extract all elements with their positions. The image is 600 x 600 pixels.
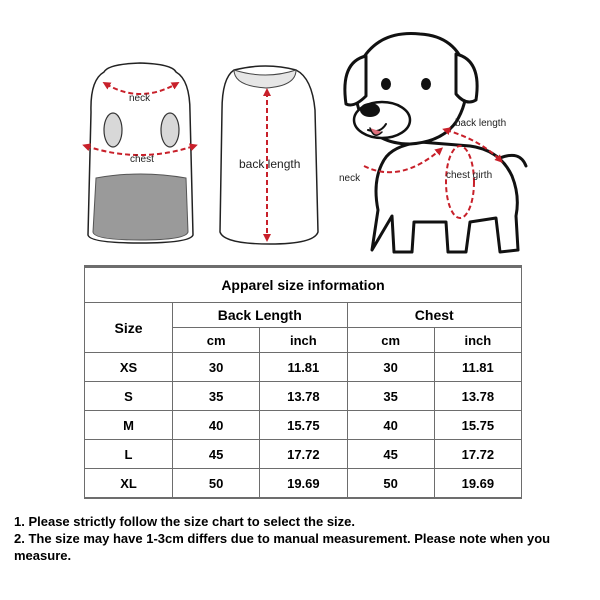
table-title: Apparel size information	[85, 267, 522, 303]
size-cell: S	[85, 382, 173, 411]
right-leg-hole	[161, 113, 179, 147]
chest-inch-cell: 17.72	[434, 440, 521, 469]
back-length-inch-cell: 15.75	[260, 411, 347, 440]
dog-neck-label: neck	[339, 173, 361, 184]
chest-inch-cell: 19.69	[434, 469, 521, 499]
back-length-cm-cell: 35	[173, 382, 260, 411]
size-cell: M	[85, 411, 173, 440]
table-row	[85, 411, 522, 440]
dog-left-ear	[345, 56, 366, 105]
back-length-inch-cell: 19.69	[260, 469, 347, 499]
dog-nose	[360, 103, 380, 117]
size-chart-table	[84, 265, 522, 499]
table-row	[85, 440, 522, 469]
dog-back-length-label: back length	[455, 118, 507, 129]
back-length-inch-cell: 17.72	[260, 440, 347, 469]
chest-cm-cell: 50	[347, 469, 434, 499]
chest-cm-cell: 35	[347, 382, 434, 411]
unit-header: cm	[173, 328, 260, 353]
chest-inch-cell: 13.78	[434, 382, 521, 411]
unit-header: cm	[347, 328, 434, 353]
table-row	[85, 382, 522, 411]
size-cell: XS	[85, 353, 173, 382]
garment-neck-label: neck	[129, 93, 151, 104]
table-row	[85, 353, 522, 382]
dog-left-eye	[381, 78, 391, 90]
back-length-inch-cell: 13.78	[260, 382, 347, 411]
dog-diagram	[345, 34, 526, 252]
chest-group-header: Chest	[347, 303, 522, 328]
chest-inch-cell: 15.75	[434, 411, 521, 440]
note-2: 2. The size may have 1-3cm differs due to manual measurement. Please note when you measure.	[14, 531, 551, 563]
dog-chest-girth-label: chest girth	[446, 170, 493, 181]
size-cell: XL	[85, 469, 173, 499]
size-column-header: Size	[85, 303, 173, 353]
note-1: 1. Please strictly follow the size chart to select the size.	[14, 514, 356, 529]
back-length-cm-cell: 40	[173, 411, 260, 440]
dog-right-ear	[456, 54, 477, 102]
garment-front-diagram	[86, 63, 194, 243]
back-length-cm-cell: 30	[173, 353, 260, 382]
back-length-cm-cell: 45	[173, 440, 260, 469]
chest-inch-cell: 11.81	[434, 353, 521, 382]
measurement-illustration	[0, 0, 600, 262]
back-length-group-header: Back Length	[173, 303, 348, 328]
unit-header: inch	[434, 328, 521, 353]
dog-right-eye	[421, 78, 431, 90]
back-length-cm-cell: 50	[173, 469, 260, 499]
garment-back-diagram	[220, 66, 318, 244]
chest-cm-cell: 30	[347, 353, 434, 382]
garment-back-length-label: back length	[239, 157, 301, 171]
back-length-inch-cell: 11.81	[260, 353, 347, 382]
size-cell: L	[85, 440, 173, 469]
chest-cm-cell: 45	[347, 440, 434, 469]
garment-chest-label: chest	[130, 154, 154, 165]
size-notes	[14, 513, 589, 564]
table-row	[85, 469, 522, 499]
unit-header: inch	[260, 328, 347, 353]
left-leg-hole	[104, 113, 122, 147]
chest-cm-cell: 40	[347, 411, 434, 440]
